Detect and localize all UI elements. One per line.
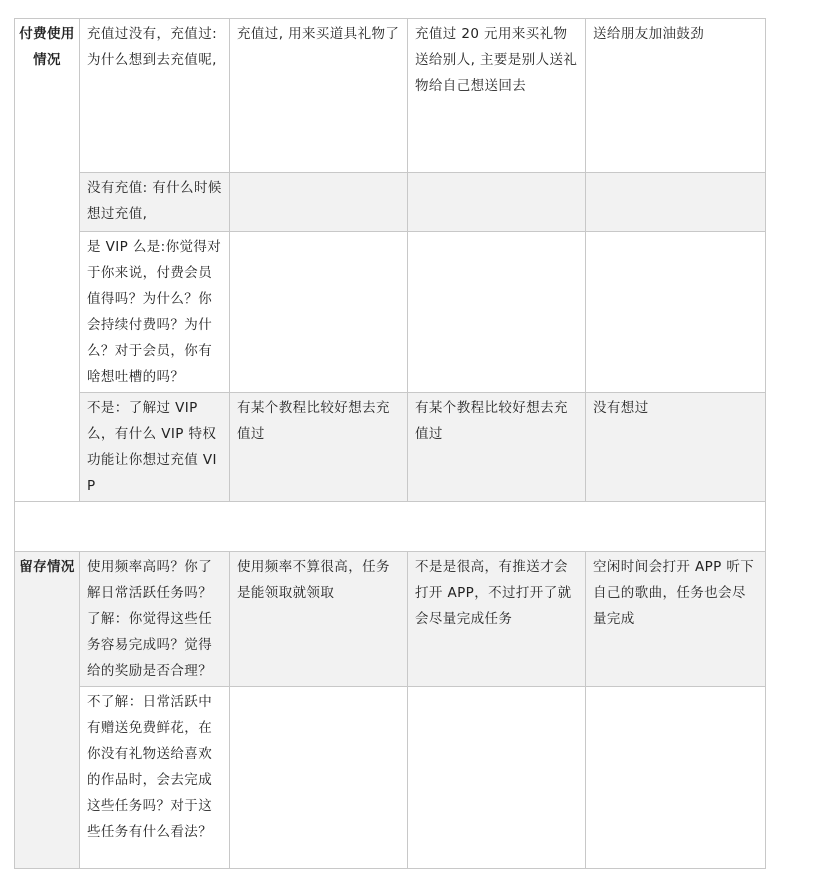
table-row: [15, 393, 766, 502]
answer-cell-3: [586, 687, 766, 869]
answer-cell-2: [408, 173, 586, 232]
answer-cell-2: 不是是很高，有推送才会打开 APP，不过打开了就会尽量完成任务: [408, 552, 586, 687]
answer-cell-3: 送给朋友加油鼓劲: [586, 19, 766, 173]
section-label-payment: 付费使用情况: [15, 19, 80, 502]
answer-cell-2: 有某个教程比较好想去充值过: [408, 393, 586, 502]
answer-cell-3: 空闲时间会打开 APP 听下自己的歌曲，任务也会尽量完成: [586, 552, 766, 687]
answer-cell-2: 充值过 20 元用来买礼物送给别人, 主要是别人送礼物给自己想送回去: [408, 19, 586, 173]
table-row: [15, 552, 766, 687]
question-cell: 是 VIP 么是:你觉得对于你来说，付费会员值得吗？为什么？你会持续付费吗？为什么？对于会员，你有啥想吐槽的吗？: [80, 232, 230, 393]
question-cell: 不是：了解过 VIP 么，有什么 VIP 特权功能让你想过充值 VIP: [80, 393, 230, 502]
question-cell: 使用频率高吗？你了解日常活跃任务吗？了解：你觉得这些任务容易完成吗？觉得给的奖励是否合理？: [80, 552, 230, 687]
table-row: [15, 232, 766, 393]
answer-cell-1: 使用频率不算很高，任务是能领取就领取: [230, 552, 408, 687]
table-row: [15, 173, 766, 232]
spacer-cell: [15, 502, 766, 552]
answer-cell-1: [230, 687, 408, 869]
survey-table: [14, 18, 766, 869]
answer-cell-1: 充值过, 用来买道具礼物了: [230, 19, 408, 173]
answer-cell-1: [230, 173, 408, 232]
answer-cell-1: 有某个教程比较好想去充值过: [230, 393, 408, 502]
section-label-retention: 留存情况: [15, 552, 80, 869]
question-cell: 不了解：日常活跃中有赠送免费鲜花，在你没有礼物送给喜欢的作品时，会去完成这些任务吗？对于这些任务有什么看法？: [80, 687, 230, 869]
answer-cell-3: 没有想过: [586, 393, 766, 502]
answer-cell-2: [408, 232, 586, 393]
table-row: [15, 19, 766, 173]
table-row: [15, 687, 766, 869]
question-cell: 没有充值: 有什么时候想过充值,: [80, 173, 230, 232]
answer-cell-2: [408, 687, 586, 869]
answer-cell-1: [230, 232, 408, 393]
question-cell: 充值过没有，充值过:为什么想到去充值呢,: [80, 19, 230, 173]
table-spacer-row: [15, 502, 766, 552]
answer-cell-3: [586, 173, 766, 232]
answer-cell-3: [586, 232, 766, 393]
